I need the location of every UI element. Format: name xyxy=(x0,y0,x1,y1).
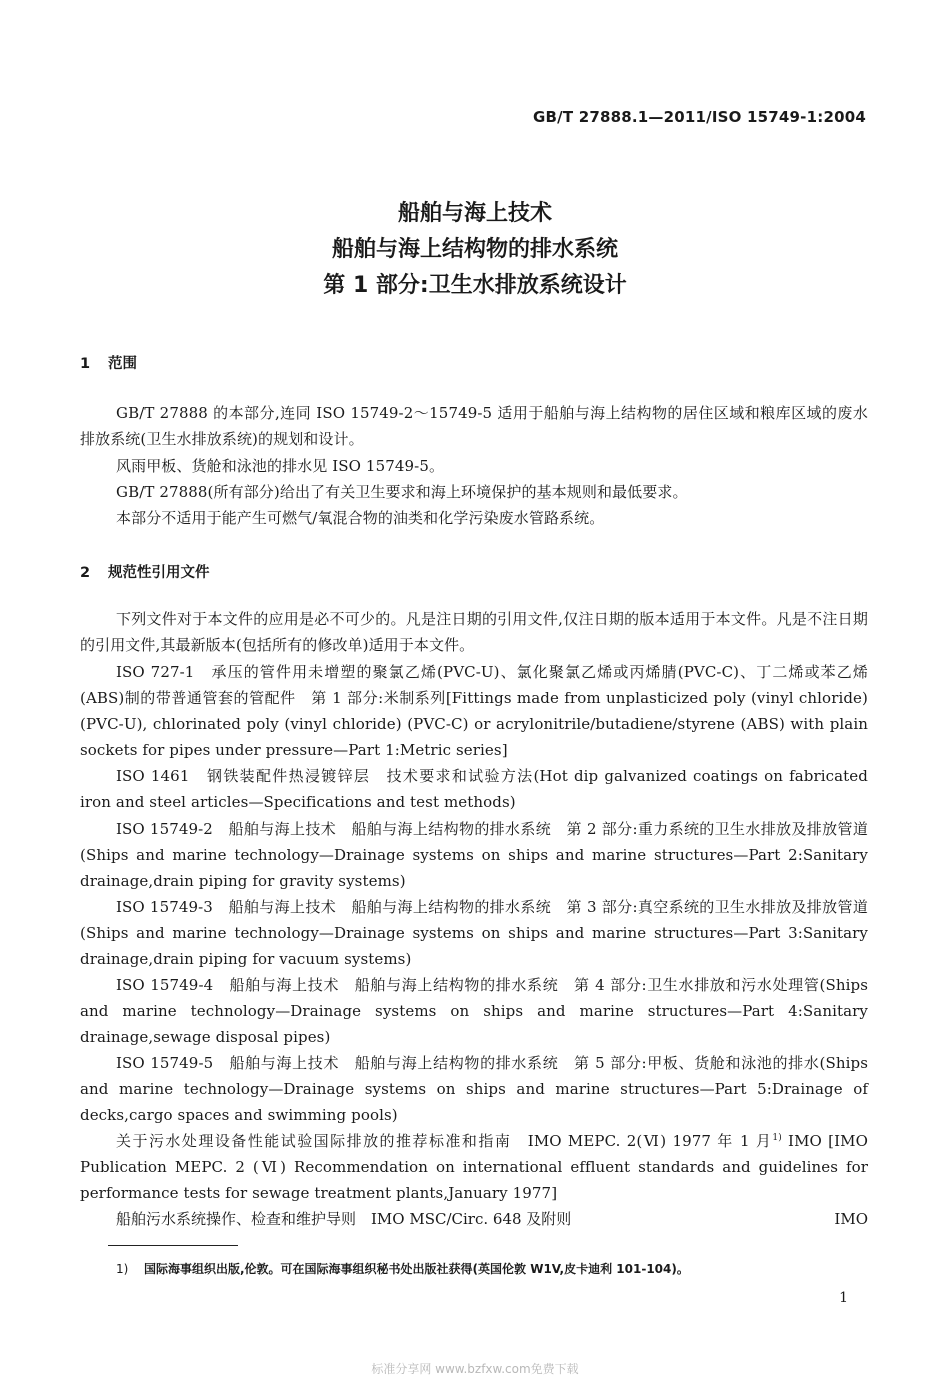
section-2-heading xyxy=(80,561,210,582)
reference-item: ISO 727-1 承压的管件用未增塑的聚氯乙烯(PVC-U)、氯化聚氯乙烯或丙烯腈(PVC-C)、丁二烯或苯乙烯(ABS)制的带普通管套的管配件 第 1 部分:米制系列[Fittings made from unplasticized poly (vinyl chloride) (PVC-U), chlorinated poly (vinyl chloride) (PVC-C) or acrylonitrile/butadiene/styrene (ABS) with plain sockets for pipes under pressure—Part 1:Metric series] xyxy=(80,663,868,759)
reference-item: ISO 1461 钢铁装配件热浸镀锌层 技术要求和试验方法(Hot dip galvanized coatings on fabricated iron and steel articles—Specifications and test methods) xyxy=(80,767,868,811)
standard-code: GB/T 27888.1—2011/ISO 15749-1:2004 xyxy=(533,108,866,126)
footnote xyxy=(116,1260,689,1277)
document-title xyxy=(0,196,950,304)
footnote-ref-mark: 1) xyxy=(772,1133,782,1143)
reference-item: ISO 15749-4 船舶与海上技术 船舶与海上结构物的排水系统 第 4 部分:卫生水排放和污水处理管(Ships and marine technology—Drainage systems on ships and marine structures—Part 4:Sanitary drainage,sewage disposal pipes) xyxy=(80,976,868,1046)
imo-msc-title: 船舶污水系统操作、检查和维护导则 IMO MSC/Circ. 648 及附则 xyxy=(116,1210,572,1228)
title-line-2: 船舶与海上结构物的排水系统 xyxy=(331,237,618,262)
section-1-heading xyxy=(80,352,137,373)
watermark-text: 标准分享网 www.bzfxw.com免费下载 xyxy=(371,1362,579,1376)
section-1-title: 范围 xyxy=(108,356,137,372)
reference-item: ISO 15749-5 船舶与海上技术 船舶与海上结构物的排水系统 第 5 部分:甲板、货舱和泳池的排水(Ships and marine technology—Drainage systems on ships and marine structures—Part 5:Drainage of decks,cargo spaces and swimming pools) xyxy=(80,1054,868,1124)
imo-mepc-title: 关于污水处理设备性能试验国际排放的推荐标准和指南 IMO MEPC. 2(Ⅵ) 1977 年 1 月 xyxy=(116,1132,773,1150)
reference-item-imo-msc xyxy=(80,1206,868,1232)
imo-mepc-details: IMO [IMO Publication MEPC. 2 (Ⅵ) Recommendation on international effluent standards and guidelines for performance tests for sewage treatment plants,January 1977] xyxy=(80,1132,869,1202)
section-1-paragraph: 风雨甲板、货舱和泳池的排水见 ISO 15749-5。 xyxy=(116,457,445,475)
section-2-number: 2 xyxy=(80,565,91,581)
section-2-title: 规范性引用文件 xyxy=(108,565,210,581)
footnote-mark: 1) xyxy=(116,1262,129,1276)
reference-item: ISO 15749-3 船舶与海上技术 船舶与海上结构物的排水系统 第 3 部分:真空系统的卫生水排放及排放管道(Ships and marine technology—Drainage systems on ships and marine structures—Part 3:Sanitary drainage,drain piping for vacuum systems) xyxy=(80,898,868,968)
reference-item-imo-mepc xyxy=(80,1128,868,1206)
reference-item: ISO 15749-2 船舶与海上技术 船舶与海上结构物的排水系统 第 2 部分:重力系统的卫生水排放及排放管道(Ships and marine technology—Drainage systems on ships and marine structures—Part 2:Sanitary drainage,drain piping for gravity systems) xyxy=(80,820,868,890)
section-1-number: 1 xyxy=(80,356,91,372)
title-line-3: 第 1 部分:卫生水排放系统设计 xyxy=(323,273,627,298)
section-1-paragraph: 本部分不适用于能产生可燃气/氧混合物的油类和化学污染废水管路系统。 xyxy=(116,509,605,527)
footnote-text: 国际海事组织出版,伦敦。可在国际海事组织秘书处出版社获得(英国伦敦 W1V,皮卡迪利 101-104)。 xyxy=(144,1262,689,1276)
section-1-paragraph: GB/T 27888 的本部分,连同 ISO 15749-2～15749-5 适用于船舶与海上结构物的居住区域和粮库区域的废水排放系统(卫生水排放系统)的规划和设计。 xyxy=(80,404,868,448)
section-2-intro: 下列文件对于本文件的应用是必不可少的。凡是注日期的引用文件,仅注日期的版本适用于本文件。凡是不注日期的引用文件,其最新版本(包括所有的修改单)适用于本文件。 xyxy=(80,610,868,654)
imo-msc-publisher: IMO xyxy=(834,1210,868,1228)
page-number: 1 xyxy=(839,1290,848,1306)
section-1-paragraph: GB/T 27888(所有部分)给出了有关卫生要求和海上环境保护的基本规则和最低要求。 xyxy=(116,483,688,501)
title-line-1: 船舶与海上技术 xyxy=(397,201,552,226)
footnote-divider xyxy=(108,1245,238,1246)
